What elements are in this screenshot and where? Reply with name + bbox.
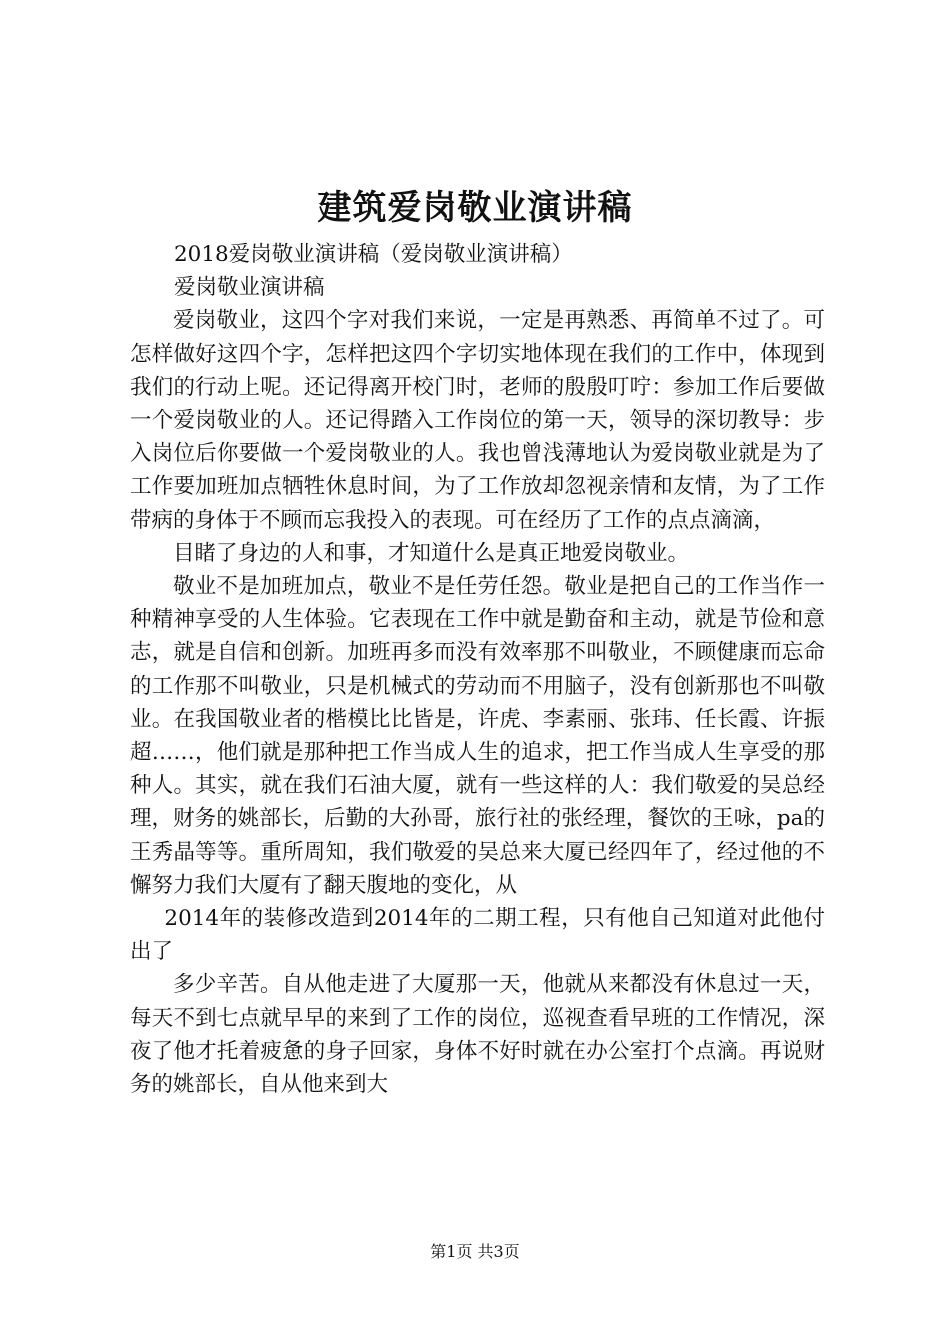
document-title: 建筑爱岗敬业演讲稿 — [317, 188, 633, 228]
page-footer: 第1页 共3页 — [430, 1242, 520, 1261]
paragraph: 爱岗敬业，这四个字对我们来说，一定是再熟悉、再简单不过了。可怎样做好这四个字，怎样把这四个字切实地体现在我们的工作中，体现到我们的行动上呢。还记得离开校门时，老师的殷殷叮咛：参加工作后要做一个爱岗敬业的人。还记得踏入工作岗位的第一天，领导的深切教导：步入岗位后你要做一个爱岗敬业的人。我也曾浅薄地认为爱岗敬业就是为了工作要加班加点牺牲休息时间，为了工作放却忽视亲情和友情，为了工作带病的身体于不顾而忘我投入的表现。可在经历了工作的点点滴滴， — [130, 308, 825, 533]
paragraph-subtitle: 2018爱岗敬业演讲稿（爱岗敬业演讲稿） — [174, 242, 573, 267]
paragraph: 2014年的装修改造到2014年的二期工程，只有他自己知道对此他付出了 — [130, 906, 825, 965]
document-body — [130, 238, 825, 1101]
paragraph: 敬业不是加班加点，敬业不是任劳任怨。敬业是把自己的工作当作一种精神享受的人生体验。它表现在工作中就是勤奋和主动，就是节俭和意志，就是自信和创新。加班再多而没有效率那不叫敬业，不顾健康而忘命的工作那不叫敬业，只是机械式的劳动而不用脑子，没有创新那也不叫敬业。在我国敬业者的楷模比比皆是，许虎、李素丽、张玮、任长霞、许振超……，他们就是那种把工作当成人生的追求，把工作当成人生享受的那种人。其实，就在我们石油大厦，就有一些这样的人：我们敬爱的吴总经理，财务的姚部长，后勤的大孙哥，旅行社的张经理，餐饮的王咏，pa的王秀晶等等。重所周知，我们敬爱的吴总来大厦已经四年了，经过他的不懈努力我们大厦有了翻天腹地的变化，从 — [130, 574, 825, 898]
paragraph-heading: 爱岗敬业演讲稿 — [174, 275, 325, 301]
paragraph: 目睹了身边的人和事，才知道什么是真正地爱岗敬业。 — [173, 540, 690, 566]
paragraph: 多少辛苦。自从他走进了大厦那一天，他就从来都没有休息过一天，每天不到七点就早早的来到了工作的岗位，巡视查看早班的工作情况，深夜了他才托着疲惫的身子回家，身体不好时就在办公室打个点滴。再说财务的姚部长，自从他来到大 — [130, 972, 825, 1098]
